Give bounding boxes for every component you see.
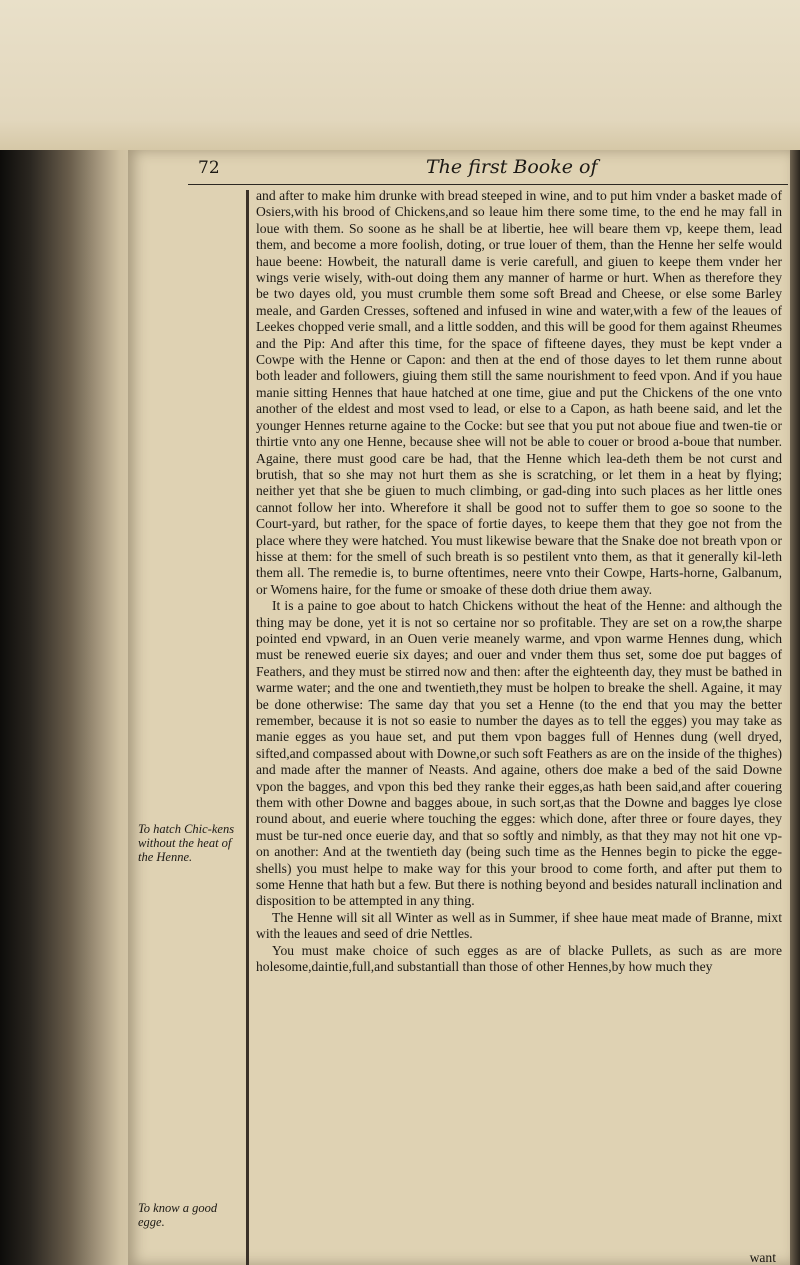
header-rule bbox=[188, 184, 788, 185]
paragraph-4: You must make choice of such egges as are of blacke Pullets, as such as are more holesome,daintie,full,and substantiall than those of other Hennes,by how much they bbox=[256, 942, 782, 975]
body-text bbox=[256, 188, 782, 976]
page-header bbox=[128, 150, 790, 190]
paragraph-1: and after to make him drunke with bread steeped in wine, and to put him vnder a basket made of Osiers,with his brood of Chickens,and so leaue him there some time, to the end he may fall in loue with them. So soone as he shall be at libertie, hee will beare them vp, keepe them, lead them, and become a more foolish, doting, or true louer of them, than the Henne her selfe would haue beene: Howbeit, the naturall dame is verie carefull, and giuen to keepe them vnder her wings verie wisely, with-out doing them any manner of harme or hurt. When as therefore they be two dayes old, you must crumble them some soft Bread and Cheese, or else some Barley meale, and Garden Cresses, softened and infused in wine and water,with a few of the leaues of Leekes chopped verie small, and a little sodden, and this will be good for them against Rheumes and the Pip: And after this time, for the space of fifteene dayes, they must be kept vnder a Cowpe with the Henne or Capon: and then at the end of those dayes to let them runne about both leader and followers, giuing them still the same nourishment to feed vpon. And if you haue manie sitting Hennes that haue hatched at one time, giue and put the Chickens of the one vnto another of the eldest and most vsed to lead, or else to a Capon, as hath beene said, and let the younger Hennes returne againe to the Cocke: but see that you put not aboue fiue and twen-tie or thirtie vnto any one Henne, because shee will not be able to couer or brood a-boue that number. Againe, there must good care be had, that the Henne which lea-deth them be not curst and brutish, that so she may not hurt them as she is scratching, or let them in a heat by flying; neither yet that she be giuen to much climbing, or gad-ding into such places as her little ones cannot follow her into. Wherefore it shall be good not to suffer them to goe so soone to the Court-yard, but rather, for the space of fortie dayes, to keepe them that they goe not from the place where they were hatched. You must likewise beware that the Snake doe not breath vpon or hisse at them: for the smell of such breath is so pestilent vnto them, as that it generally kil-leth them all. The remedie is, to burne oftentimes, neere vnto their Cowpe, Harts-horne, Galbanum, or Womens haire, for the fume or smoake of these doth driue them away. bbox=[256, 188, 782, 597]
running-head: The first Booke of bbox=[426, 156, 598, 178]
scan-background bbox=[0, 0, 800, 150]
margin-note-egge: To know a good egge. bbox=[138, 1201, 218, 1229]
catchword: want bbox=[749, 1250, 776, 1265]
paragraph-3: The Henne will sit all Winter as well as in Summer, if shee haue meat made of Branne, mixt with the leaues and seed of drie Nettles. bbox=[256, 909, 782, 942]
paragraph-2: It is a paine to goe about to hatch Chickens without the heat of the Henne: and although the thing may be done, yet it is not so certaine nor so profitable. They are set on a row,the sharpe pointed end vpward, in an Ouen verie meanely warme, and vpon warme Hennes dung, which must be renewed euerie six dayes; and ouer and vnder them thus set, some doe put bagges of Feathers, and they must be stirred now and then: after the eighteenth day, they must be bathed in warme water; and the one and twentieth,they must be holpen to breake the shell. Againe, it may be done otherwise: The same day that you set a Henne (to the end that you may the better remember, because it is not so easie to number the dayes as to tell the egges) you may take as manie egges as you haue set, and put them vpon bagges full of Hennes dung (well dryed, sifted,and compassed about with Downe,or such soft Feathers as are on the inside of the thighes) and made after the manner of Neasts. And againe, others doe make a bed of the said Downe vpon the bagges, and vpon this bed they ranke their egges,as hath been said,and after couering them with other Downe and bagges aboue, in such sort,as that the Downe and bagges lye close round about, and euerie where touching the egges: which done, after three or foure dayes, they must be tur-ned once euerie day, and that so softly and nimbly, as that they may not hit one vp-on another: And at the twentieth day (being such time as the Hennes begin to picke the egge-shells) you must helpe to make way for this your brood to come forth, and after put them to some Henne that hath but a few. But there is nothing beyond and besides naturall inclination and disposition to be attempted in any thing. bbox=[256, 598, 782, 909]
gutter-shadow bbox=[246, 190, 249, 1265]
page-number: 72 bbox=[198, 158, 220, 178]
margin-note-hatch: To hatch Chic-kens without the heat of the Henne. bbox=[138, 822, 235, 864]
